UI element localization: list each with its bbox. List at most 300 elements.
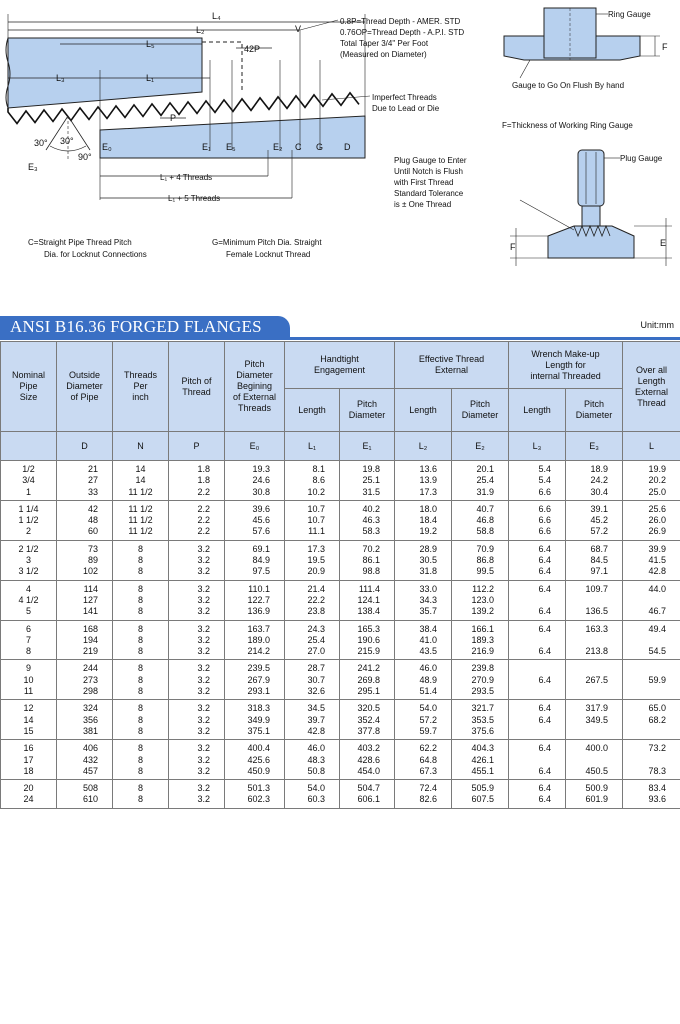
taper-outline: [202, 42, 242, 90]
cell-pitch: [169, 740, 225, 780]
cell-pitch: [169, 780, 225, 809]
cell-value: 356: [82, 714, 98, 725]
cell-value: 57.2: [590, 526, 609, 537]
cell-value: 20.1: [476, 464, 495, 474]
cell-value: 123.0: [471, 594, 495, 605]
cell-value: 20.2: [648, 475, 667, 486]
cell-value: 112.2: [472, 583, 495, 594]
cell-value: 68.7: [590, 543, 609, 554]
cell-value: 321.7: [471, 703, 495, 714]
cell-value: 293.5: [471, 686, 495, 697]
cell-value: 9: [25, 663, 31, 674]
cell-value: 21.4: [307, 583, 325, 594]
cell-handtight-pitch-diameter: [340, 580, 395, 620]
label-v: V: [295, 24, 302, 34]
cell-value: 6.4: [538, 703, 552, 714]
cell-value: 30.8: [252, 486, 270, 497]
cell-value: 25.4: [476, 475, 495, 486]
cell-effective-pitch-diameter: [452, 461, 509, 501]
cell-value: 10: [23, 674, 34, 685]
cell-value: 270.9: [471, 674, 495, 685]
imperfect-line-2: Due to Lead or Die: [372, 104, 440, 113]
cell-value: 404.3: [471, 743, 495, 754]
cell-value: [568, 755, 608, 766]
cell-outside-diameter: [57, 620, 113, 660]
cell-value: 3.2: [197, 674, 210, 685]
imperfect-line-1: Imperfect Threads: [372, 93, 437, 102]
cell-value: 508: [82, 783, 98, 794]
cell-wrench-pitch-diameter: [566, 740, 623, 780]
cell-value: 216.9: [471, 646, 495, 657]
cell-value: [568, 595, 608, 606]
cell-value: 42: [87, 503, 98, 514]
cell-pitch-diameter-e0: [225, 780, 285, 809]
g-note-line-1: G=Minimum Pitch Dia. Straight: [212, 238, 322, 247]
cell-value: 25.0: [648, 486, 667, 497]
cell-wrench-pitch-diameter: [566, 700, 623, 740]
cell-value: 18.9: [590, 464, 609, 474]
cell-value: 141: [82, 606, 98, 617]
cell-value: 8: [137, 594, 143, 605]
table-row-group: [1, 540, 680, 580]
cell-nominal-pipe-size: [1, 660, 57, 700]
cell-value: 136.5: [585, 606, 609, 617]
cell-value: 24.2: [590, 475, 609, 486]
cell-value: 3.2: [197, 623, 210, 634]
cell-value: 267.5: [585, 674, 609, 685]
cell-value: 426.1: [471, 754, 495, 765]
label-e2: E₂: [273, 142, 283, 152]
cell-value: 5: [25, 606, 31, 617]
cell-value: 28.9: [419, 543, 438, 554]
cell-effective-pitch-diameter: [452, 620, 509, 660]
cell-value: 43.5: [419, 646, 438, 657]
cell-value: 8: [137, 765, 143, 776]
cell-wrench-length: [509, 780, 566, 809]
header-symbol: L: [623, 432, 680, 461]
cell-value: 44.0: [648, 583, 667, 594]
cell-value: 34.5: [307, 703, 325, 714]
label-l1: L₁: [146, 73, 155, 83]
cell-nominal-pipe-size: [1, 740, 57, 780]
cell-value: 6.6: [538, 486, 552, 497]
cell-value: 244: [82, 663, 98, 674]
cell-value: 98.8: [362, 566, 381, 577]
cell-value: 122.7: [247, 594, 270, 605]
cell-value: 505.9: [471, 783, 495, 794]
thread-diagram: [0, 0, 680, 280]
cell-value: 19.9: [648, 464, 667, 474]
cell-value: 6.4: [538, 566, 552, 577]
cell-value: 45.2: [590, 515, 609, 526]
cell-value: [625, 686, 666, 697]
cell-value: 457: [82, 765, 98, 776]
cell-value: 3 1/2: [18, 566, 39, 577]
header-symbol: L₁: [285, 432, 340, 461]
cell-handtight-pitch-diameter: [340, 660, 395, 700]
cell-value: 20: [23, 783, 34, 794]
cell-outside-diameter: [57, 660, 113, 700]
cell-value: 99.5: [476, 566, 495, 577]
cell-effective-length: [395, 660, 452, 700]
cell-outside-diameter: [57, 461, 113, 501]
cell-wrench-length: [509, 740, 566, 780]
cell-pitch: [169, 660, 225, 700]
cell-value: 190.6: [357, 634, 381, 645]
cell-value: 239.5: [247, 663, 270, 674]
cell-wrench-pitch-diameter: [566, 461, 623, 501]
note-line-3: Total Taper 3/4" Per Foot: [340, 39, 429, 48]
cell-value: 317.9: [585, 703, 609, 714]
cell-value: 70.9: [476, 543, 495, 554]
cell-value: 3.2: [197, 646, 210, 657]
section-title: ANSI B16.36 FORGED FLANGES: [10, 317, 262, 336]
plug-gauge-label: Plug Gauge: [620, 154, 663, 163]
cell-value: 3.2: [197, 555, 210, 566]
cell-value: 10.2: [307, 486, 325, 497]
cell-value: 8: [137, 783, 143, 794]
cell-value: 381: [82, 725, 98, 736]
cell-value: 6.6: [538, 515, 552, 526]
cell-value: 46.0: [307, 743, 325, 754]
cell-value: 68.2: [648, 714, 667, 725]
cell-value: 3.2: [197, 566, 210, 577]
cell-effective-length: [395, 780, 452, 809]
cell-pitch-diameter-e0: [225, 540, 285, 580]
cell-value: 89: [87, 555, 98, 566]
cell-value: 83.4: [648, 783, 667, 794]
cell-effective-length: [395, 461, 452, 501]
cell-value: 11 1/2: [128, 503, 153, 514]
cell-value: 59.7: [419, 725, 438, 736]
cell-value: 3.2: [197, 583, 210, 594]
cell-value: 31.8: [419, 566, 438, 577]
cell-value: 25.6: [648, 503, 667, 514]
cell-handtight-pitch-diameter: [340, 740, 395, 780]
cell-value: 139.2: [471, 606, 495, 617]
cell-effective-pitch-diameter: [452, 660, 509, 700]
cell-outside-diameter: [57, 780, 113, 809]
cell-value: 320.5: [357, 703, 381, 714]
cell-value: 241.2: [357, 663, 381, 674]
ring-gauge-f: F: [662, 42, 668, 52]
cell-pitch: [169, 700, 225, 740]
cell-pitch: [169, 580, 225, 620]
cell-value: 8: [137, 623, 143, 634]
label-c: C: [295, 142, 302, 152]
cell-value: 8: [137, 583, 143, 594]
cell-value: 70.2: [362, 543, 381, 554]
header-handtight-engagement: Handtight Engagement: [285, 342, 395, 389]
cell-value: 11 1/2: [128, 515, 153, 526]
label-angle1: 30°: [34, 138, 48, 148]
cell-value: 3.2: [197, 634, 210, 645]
cell-nominal-pipe-size: [1, 500, 57, 540]
cell-value: 455.1: [471, 765, 495, 776]
cell-value: 38.4: [419, 623, 438, 634]
cell-value: 27.0: [307, 646, 325, 657]
table-row-group: [1, 461, 680, 501]
plug-note-line-1: Plug Gauge to Enter: [394, 156, 467, 165]
label-l1-5-threads: L₁ + 5 Threads: [168, 194, 221, 203]
cell-value: 2.2: [197, 526, 210, 537]
cell-value: 606.1: [357, 794, 381, 805]
cell-overall-length: [623, 540, 680, 580]
plug-note-line-3: with First Thread: [394, 178, 454, 187]
cell-value: 3.2: [197, 783, 210, 794]
cell-value: 8: [137, 663, 143, 674]
cell-value: 124.1: [357, 594, 381, 605]
table-row-group: [1, 580, 680, 620]
cell-value: 10.7: [307, 503, 325, 514]
cell-effective-pitch-diameter: [452, 780, 509, 809]
cell-value: 59.9: [648, 674, 667, 685]
cell-value: 18.0: [419, 503, 438, 514]
header-symbol: N: [113, 432, 169, 461]
header-symbol: E₁: [340, 432, 395, 461]
cell-nominal-pipe-size: [1, 780, 57, 809]
cell-overall-length: [623, 500, 680, 540]
cell-overall-length: [623, 660, 680, 700]
cell-value: 78.3: [648, 765, 667, 776]
cell-handtight-pitch-diameter: [340, 500, 395, 540]
cell-value: 3.2: [197, 686, 210, 697]
cell-value: 8: [137, 743, 143, 754]
cell-value: 31.9: [476, 486, 495, 497]
cell-value: 8: [137, 725, 143, 736]
cell-value: 24: [23, 794, 34, 805]
cell-value: 46.7: [648, 606, 667, 617]
cell-handtight-pitch-diameter: [340, 461, 395, 501]
cell-value: [568, 635, 608, 646]
cell-wrench-pitch-diameter: [566, 660, 623, 700]
cell-value: 1.8: [197, 464, 210, 474]
cell-handtight-length: [285, 500, 340, 540]
cell-value: 166.1: [471, 623, 495, 634]
cell-value: 8: [137, 754, 143, 765]
cell-value: 93.6: [648, 794, 667, 805]
cell-value: 8: [137, 634, 143, 645]
label-g: G: [316, 142, 324, 152]
table-row-group: [1, 500, 680, 540]
cell-value: 3.2: [197, 543, 210, 554]
cell-value: 293.1: [247, 686, 270, 697]
cell-value: 51.4: [419, 686, 438, 697]
cell-value: [511, 595, 551, 606]
cell-value: 12: [23, 703, 34, 714]
cell-value: 8: [137, 703, 143, 714]
cell-outside-diameter: [57, 740, 113, 780]
cell-effective-pitch-diameter: [452, 700, 509, 740]
plug-note-line-5: is ± One Thread: [394, 200, 452, 209]
cell-value: 60: [87, 526, 98, 537]
cell-value: 607.5: [471, 794, 495, 805]
cell-value: 6.4: [538, 543, 552, 554]
cell-value: 19.2: [419, 526, 438, 537]
cell-value: 13.6: [419, 464, 438, 474]
cell-value: 31.5: [362, 486, 381, 497]
cell-value: 3: [25, 555, 31, 566]
cell-pitch-diameter-e0: [225, 500, 285, 540]
cell-pitch-diameter-e0: [225, 620, 285, 660]
cell-value: 24.6: [252, 475, 270, 486]
cell-value: 39.7: [307, 714, 325, 725]
cell-handtight-length: [285, 740, 340, 780]
cell-outside-diameter: [57, 580, 113, 620]
header-wrench-length: Length: [509, 389, 566, 432]
cell-value: 136.9: [247, 606, 270, 617]
header-outside-diameter: Outside Diameter of Pipe: [57, 342, 113, 432]
cell-value: 14: [23, 714, 34, 725]
cell-value: 215.9: [357, 646, 381, 657]
cell-value: 295.1: [357, 686, 381, 697]
cell-value: 49.4: [648, 623, 667, 634]
cell-overall-length: [623, 780, 680, 809]
cell-value: 13.9: [419, 475, 438, 486]
cell-pitch: [169, 500, 225, 540]
cell-value: 5.4: [538, 464, 552, 474]
cell-value: 213.8: [585, 646, 609, 657]
cell-threads-per-inch: [113, 660, 169, 700]
cell-value: 298: [82, 686, 98, 697]
cell-value: 82.6: [419, 794, 438, 805]
cell-handtight-pitch-diameter: [340, 540, 395, 580]
cell-value: 33.0: [419, 583, 438, 594]
cell-effective-length: [395, 580, 452, 620]
cell-value: 84.5: [590, 555, 609, 566]
cell-value: 3.2: [197, 754, 210, 765]
cell-threads-per-inch: [113, 620, 169, 660]
section-title-rule: [0, 337, 680, 340]
cell-value: 114: [83, 583, 98, 594]
table-row-group: [1, 700, 680, 740]
cell-outside-diameter: [57, 500, 113, 540]
cell-value: 25.4: [307, 634, 325, 645]
label-p: P: [170, 113, 177, 123]
cell-value: 428.6: [357, 754, 381, 765]
cell-pitch: [169, 540, 225, 580]
cell-value: 25.1: [362, 475, 381, 486]
cell-value: 1.8: [197, 475, 210, 486]
cell-wrench-pitch-diameter: [566, 620, 623, 660]
cell-value: 26.9: [648, 526, 667, 537]
cell-value: 500.9: [585, 783, 609, 794]
cell-wrench-length: [509, 580, 566, 620]
cell-nominal-pipe-size: [1, 620, 57, 660]
plug-gauge-f: F: [510, 242, 516, 252]
cell-pitch-diameter-e0: [225, 580, 285, 620]
cell-wrench-pitch-diameter: [566, 540, 623, 580]
cell-value: 34.3: [419, 594, 438, 605]
cell-value: 64.8: [419, 754, 438, 765]
cell-value: 6.6: [538, 503, 552, 514]
cell-value: 28.7: [307, 663, 325, 674]
cell-value: 8: [137, 606, 143, 617]
cell-value: 3.2: [197, 714, 210, 725]
cell-value: 84.9: [252, 555, 270, 566]
cell-value: 21: [87, 464, 98, 474]
cell-value: 406: [82, 743, 98, 754]
cell-value: 46.0: [419, 663, 438, 674]
plug-gauge-handle: [578, 150, 604, 206]
cell-nominal-pipe-size: [1, 580, 57, 620]
plug-note-line-2: Until Notch is Flush: [394, 167, 463, 176]
cell-value: 8: [25, 646, 31, 657]
cell-value: 19.3: [252, 464, 270, 474]
cell-threads-per-inch: [113, 580, 169, 620]
cell-value: [625, 755, 666, 766]
cell-threads-per-inch: [113, 780, 169, 809]
cell-pitch: [169, 620, 225, 660]
cell-nominal-pipe-size: [1, 700, 57, 740]
cell-value: 33: [87, 486, 98, 497]
cell-outside-diameter: [57, 540, 113, 580]
cell-value: 73.2: [648, 743, 667, 754]
cell-value: [568, 663, 608, 674]
cell-value: 450.9: [247, 765, 270, 776]
cell-handtight-length: [285, 700, 340, 740]
flange-spec-table: [0, 341, 680, 809]
cell-value: 97.1: [590, 566, 609, 577]
cell-effective-pitch-diameter: [452, 740, 509, 780]
header-symbol: L₃: [509, 432, 566, 461]
cell-value: 8.1: [312, 464, 325, 474]
cell-value: 504.7: [357, 783, 381, 794]
cell-value: 40.7: [476, 503, 495, 514]
cell-value: 30.7: [307, 674, 325, 685]
cell-value: 17.3: [419, 486, 438, 497]
header-wrench-makeup: Wrench Make-up Length for internal Threaded: [509, 342, 623, 389]
cell-value: 32.6: [307, 686, 325, 697]
cell-value: 400.4: [247, 743, 270, 754]
cell-value: 27: [87, 475, 98, 486]
header-symbol: E₂: [452, 432, 509, 461]
c-note-line-1: C=Straight Pipe Thread Pitch: [28, 238, 132, 247]
cell-pitch-diameter-e0: [225, 700, 285, 740]
cell-value: 4: [25, 583, 31, 594]
cell-value: 48.9: [419, 674, 438, 685]
cell-value: 5.4: [538, 475, 552, 486]
cell-pitch-diameter-e0: [225, 660, 285, 700]
cell-value: 26.0: [648, 515, 667, 526]
cell-value: [625, 595, 666, 606]
cell-value: 8: [137, 566, 143, 577]
cell-pitch-diameter-e0: [225, 740, 285, 780]
header-symbol-blank: [1, 432, 57, 461]
cell-value: 400.0: [585, 743, 609, 754]
cell-handtight-pitch-diameter: [340, 780, 395, 809]
cell-value: 54.0: [307, 783, 325, 794]
cell-value: 16: [23, 743, 34, 754]
cell-overall-length: [623, 620, 680, 660]
cell-value: 1: [25, 486, 31, 497]
f-caption: F=Thickness of Working Ring Gauge: [502, 121, 633, 130]
cell-value: 41.0: [419, 634, 438, 645]
cell-value: 11.1: [308, 526, 325, 537]
cell-value: 3/4: [22, 475, 35, 486]
cell-overall-length: [623, 461, 680, 501]
cell-overall-length: [623, 580, 680, 620]
cell-value: 454.0: [357, 765, 381, 776]
label-l2: L₂: [196, 25, 205, 35]
cell-value: 239.8: [471, 663, 495, 674]
cell-value: 6.4: [538, 555, 552, 566]
cell-value: [511, 726, 551, 737]
cell-value: 601.9: [585, 794, 609, 805]
cell-value: 3.2: [197, 765, 210, 776]
cell-overall-length: [623, 740, 680, 780]
cell-handtight-length: [285, 620, 340, 660]
